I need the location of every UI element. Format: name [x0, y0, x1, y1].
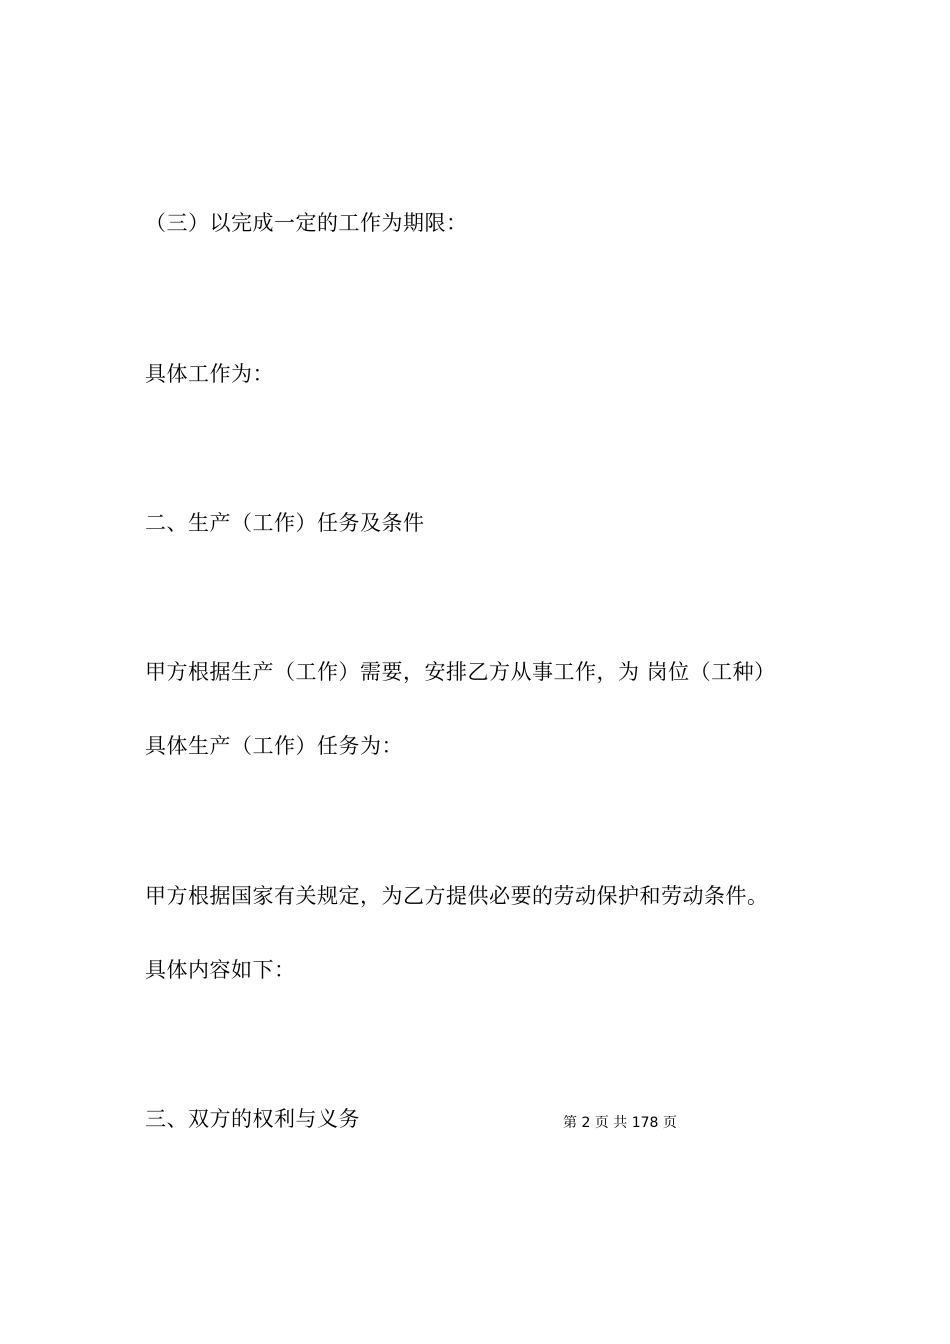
assignment-paragraph: 甲方根据生产（工作）需要，安排乙方从事工作，为 岗位（工种） — [145, 660, 776, 684]
section-heading-rights-obligations: 三、双方的权利与义务 — [145, 1107, 360, 1131]
labor-protection-paragraph: 甲方根据国家有关规定，为乙方提供必要的劳动保护和劳动条件。 — [145, 884, 769, 908]
clause-term-completion: （三）以完成一定的工作为期限： — [145, 211, 468, 235]
specific-work-label: 具体工作为： — [145, 362, 274, 386]
specific-content-label: 具体内容如下： — [145, 958, 296, 982]
page-number-footer: 第 2 页 共 178 页 — [563, 1115, 677, 1131]
specific-tasks-label: 具体生产（工作）任务为： — [145, 734, 403, 758]
section-heading-tasks-conditions: 二、生产（工作）任务及条件 — [145, 511, 425, 535]
